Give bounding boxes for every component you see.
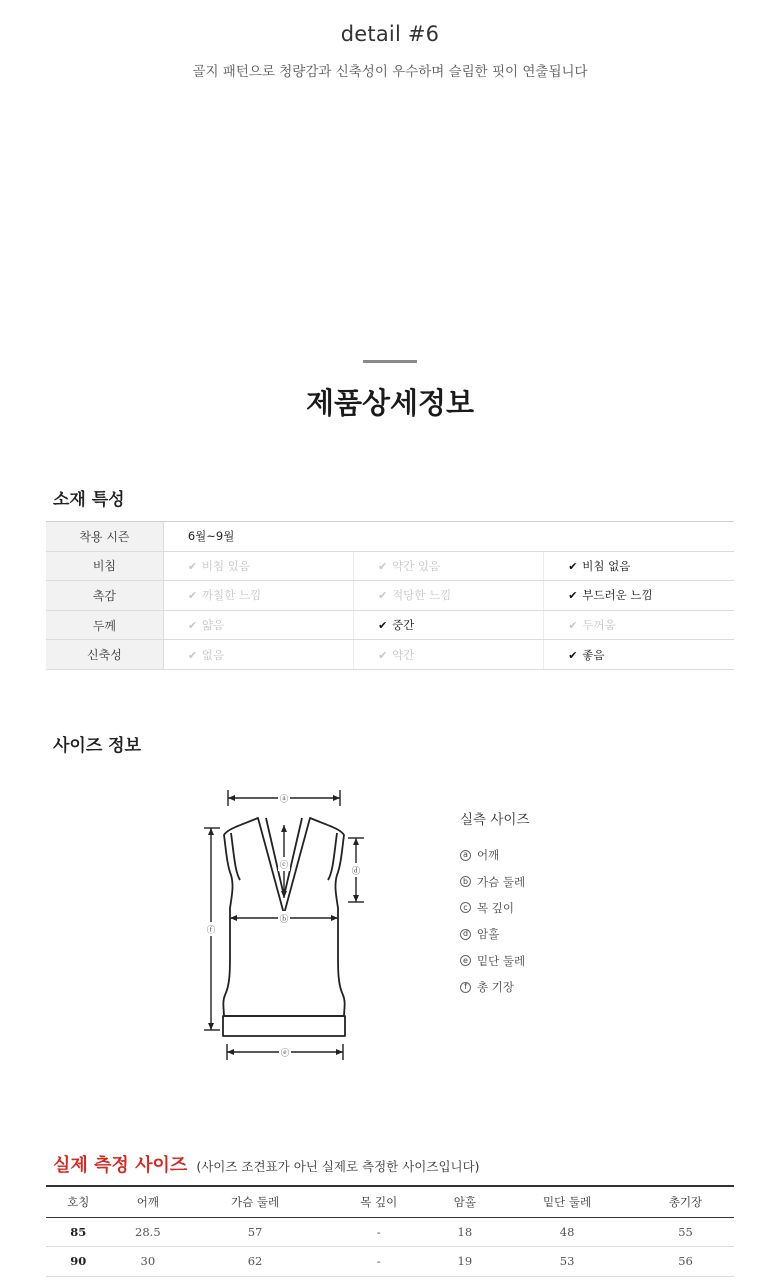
- legend-marker: f: [460, 982, 471, 993]
- check-icon: ✔: [378, 648, 388, 662]
- material-row: [46, 640, 734, 670]
- legend-marker: d: [460, 929, 471, 940]
- option: [544, 610, 734, 640]
- legend-marker: c: [460, 902, 471, 913]
- check-icon: ✔: [378, 619, 388, 633]
- option-label: 적당한 느낌: [392, 588, 452, 603]
- legend-marker: b: [460, 876, 471, 887]
- row-label: 두께: [46, 610, 163, 640]
- option: [354, 640, 544, 670]
- size-value-cell: 56: [637, 1247, 734, 1277]
- option: [354, 581, 544, 611]
- check-icon: ✔: [187, 559, 198, 573]
- size-name-cell: 90: [46, 1247, 111, 1277]
- legend-item: [460, 868, 530, 894]
- row-label: 비침: [46, 551, 163, 581]
- option: [163, 610, 353, 640]
- vest-armhole-right: [328, 833, 337, 880]
- size-table: [46, 1185, 734, 1277]
- option-label: 약간 있음: [392, 558, 441, 573]
- marker-a: ⓐ: [279, 794, 289, 805]
- legend-label: 목 깊이: [477, 900, 514, 915]
- size-name-cell: 85: [46, 1217, 111, 1247]
- section-divider: [363, 360, 417, 363]
- size-value-cell: 19: [433, 1247, 498, 1277]
- legend-marker: a: [460, 850, 471, 861]
- legend-item: [460, 974, 530, 1000]
- size-info-heading: 사이즈 정보: [53, 736, 142, 756]
- size-col-header: 어깨: [111, 1186, 185, 1217]
- option-label: 없음: [201, 647, 225, 662]
- size-value-cell: 48: [497, 1217, 637, 1247]
- measure-title: 실제 측정 사이즈: [53, 1155, 188, 1176]
- legend-item: [460, 895, 530, 921]
- vest-hem: [223, 1016, 345, 1036]
- option-label: 부드러운 느낌: [582, 588, 653, 603]
- check-icon: ✔: [187, 619, 198, 633]
- legend-label: 가슴 둘레: [477, 874, 526, 889]
- detail-title: detail #6: [340, 22, 440, 46]
- legend-label: 밑단 둘레: [477, 953, 526, 968]
- legend-title: 실측 사이즈: [460, 812, 530, 828]
- size-col-header: 호칭: [46, 1186, 111, 1217]
- size-col-header: 밑단 둘레: [497, 1186, 637, 1217]
- option-label: 얇음: [201, 618, 225, 633]
- check-icon: ✔: [568, 619, 578, 633]
- marker-f: ⓕ: [206, 925, 216, 936]
- size-col-header: 목 깊이: [325, 1186, 433, 1217]
- option-label: 비침 없음: [582, 558, 631, 573]
- size-row: [46, 1247, 734, 1277]
- detail-subtitle: 골지 패턴으로 청량감과 신축성이 우수하며 슬림한 핏이 연출됩니다: [192, 64, 588, 80]
- option-label: 좋음: [582, 647, 605, 662]
- check-icon: ✔: [187, 648, 198, 662]
- material-row: [46, 551, 734, 581]
- season-value: 6월~9월: [163, 522, 734, 552]
- size-col-header: 암홀: [433, 1186, 498, 1217]
- marker-d: ⓓ: [351, 866, 361, 877]
- option: [163, 640, 353, 670]
- legend-label: 암홀: [477, 927, 500, 942]
- material-table: [46, 521, 734, 670]
- material-row: [46, 581, 734, 611]
- legend-item: [460, 948, 530, 974]
- size-col-header: 가슴 둘레: [185, 1186, 325, 1217]
- material-heading: 소재 특성: [53, 490, 125, 510]
- option-label: 두꺼움: [582, 618, 616, 633]
- size-value-cell: 30: [111, 1247, 185, 1277]
- check-icon: ✔: [568, 589, 578, 603]
- check-icon: ✔: [187, 589, 198, 603]
- check-icon: ✔: [568, 559, 578, 573]
- product-info-title: 제품상세정보: [305, 386, 475, 420]
- size-value-cell: 28.5: [111, 1217, 185, 1247]
- legend-item: [460, 921, 530, 947]
- material-row-season: [46, 522, 734, 552]
- measure-heading: [53, 1151, 480, 1177]
- marker-c: ⓒ: [279, 860, 289, 871]
- legend-label: 어깨: [477, 848, 500, 863]
- legend-label: 총 기장: [477, 980, 514, 995]
- size-legend: [460, 808, 530, 1000]
- check-icon: ✔: [378, 559, 388, 573]
- option-label: 까칠한 느낌: [201, 588, 262, 603]
- check-icon: ✔: [378, 589, 388, 603]
- legend-list: [460, 842, 530, 1000]
- size-value-cell: -: [325, 1217, 433, 1247]
- marker-e: ⓔ: [280, 1048, 290, 1059]
- option-selected: [544, 640, 734, 670]
- marker-b: ⓑ: [279, 914, 289, 925]
- legend-marker: e: [460, 955, 471, 966]
- option-label: 비침 있음: [201, 558, 250, 573]
- check-icon: ✔: [568, 648, 578, 662]
- option: [163, 581, 353, 611]
- option-selected: [354, 610, 544, 640]
- option-selected: [544, 551, 734, 581]
- option-selected: [544, 581, 734, 611]
- vest-size-diagram: [190, 780, 370, 1070]
- measure-note: (사이즈 조견표가 아닌 실제로 측정한 사이즈입니다): [196, 1159, 480, 1174]
- vest-armhole-left: [231, 833, 240, 880]
- size-value-cell: 57: [185, 1217, 325, 1247]
- option-label: 약간: [392, 647, 415, 662]
- size-value-cell: 18: [433, 1217, 498, 1247]
- option: [163, 551, 353, 581]
- option: [354, 551, 544, 581]
- size-value-cell: -: [325, 1247, 433, 1277]
- size-value-cell: 53: [497, 1247, 637, 1277]
- row-label: 촉감: [46, 581, 163, 611]
- row-label: 착용 시즌: [46, 522, 163, 552]
- material-row: [46, 610, 734, 640]
- legend-item: [460, 842, 530, 868]
- size-value-cell: 55: [637, 1217, 734, 1247]
- option-label: 중간: [392, 618, 415, 633]
- size-value-cell: 62: [185, 1247, 325, 1277]
- row-label: 신축성: [46, 640, 163, 670]
- size-table-header: [46, 1186, 734, 1217]
- size-row: [46, 1217, 734, 1247]
- size-col-header: 총기장: [637, 1186, 734, 1217]
